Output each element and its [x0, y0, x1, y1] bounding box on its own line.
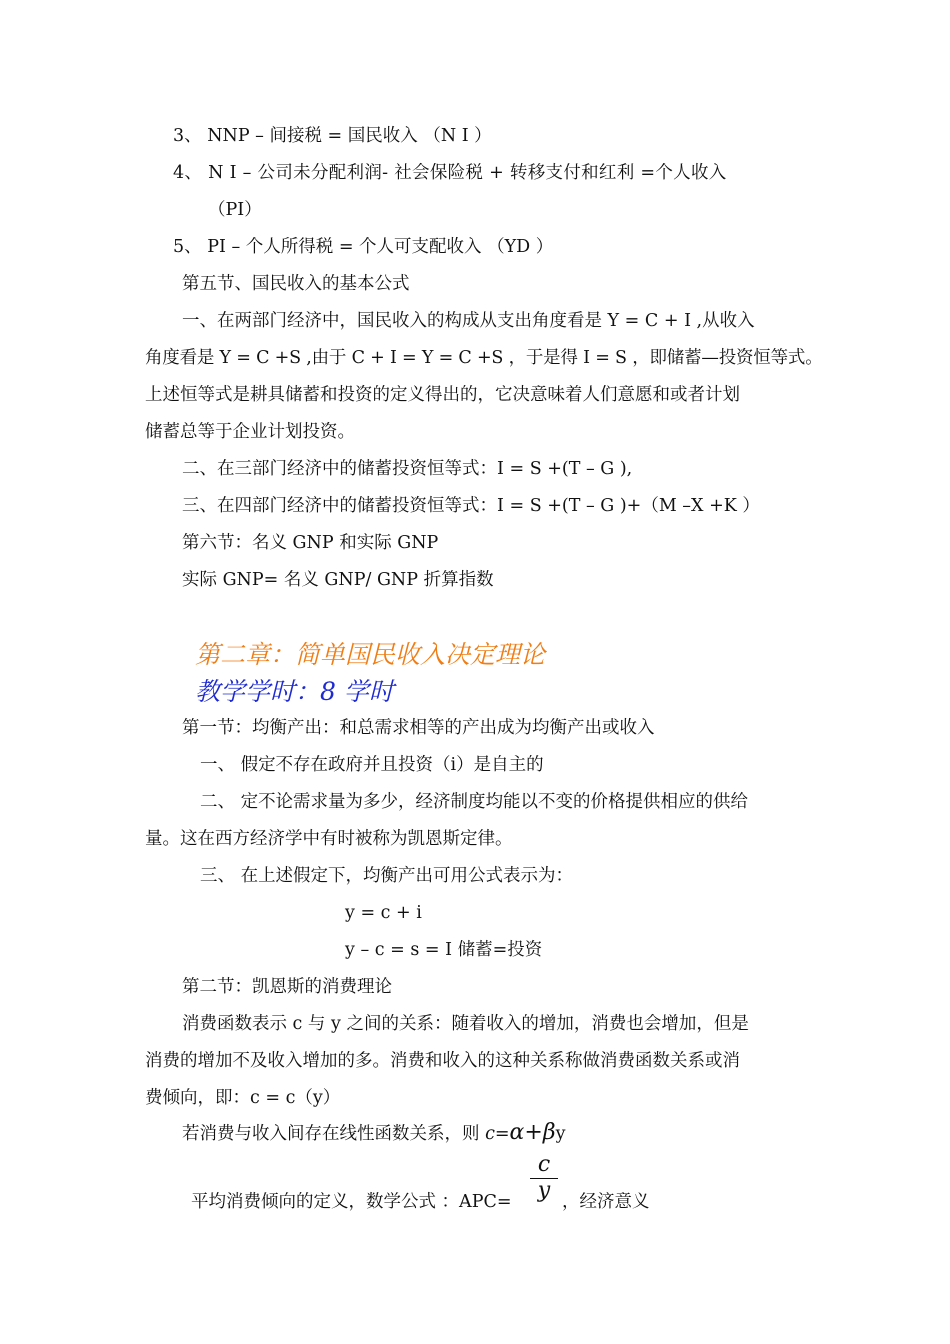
paragraph-line: 费倾向，即：c = c（y）	[145, 1088, 341, 1108]
paragraph-line: 消费函数表示 c 与 y 之间的关系：随着收入的增加，消费也会增加，但是	[182, 1014, 749, 1034]
var-y: y	[555, 1124, 566, 1144]
formula-line: y – c = s = I 储蓄=投资	[345, 940, 543, 960]
paragraph-line: 储蓄总等于企业计划投资。	[145, 422, 355, 442]
paragraph-line: 实际 GNP= 名义 GNP/ GNP 折算指数	[182, 570, 494, 590]
paragraph-line: 三、在四部门经济中的储蓄投资恒等式：I = S +(T – G )+（M –X +K ）	[182, 496, 760, 516]
paragraph-line: 二、 定不论需求量为多少，经济制度均能以不变的价格提供相应的供给	[200, 792, 749, 812]
text-line-pi: 5、 PI – 个人所得税 = 个人可支配收入 （YD ）	[173, 237, 554, 257]
paragraph-line: 消费的增加不及收入增加的多。消费和收入的这种关系称做消费函数关系或消	[145, 1051, 740, 1071]
apc-denominator: y	[537, 1178, 551, 1203]
linear-function-line	[182, 1121, 565, 1146]
chapter-hours: 教学学时：8 学时	[195, 677, 394, 706]
paragraph-line: 量。这在西方经济学中有时被称为凯恩斯定律。	[145, 829, 513, 849]
section-heading-5: 第五节、国民收入的基本公式	[182, 274, 410, 294]
paragraph-line: 上述恒等式是耕具储蓄和投资的定义得出的，它决意味着人们意愿和或者计划	[145, 385, 740, 405]
beta-symbol: β	[542, 1120, 556, 1145]
apc-suffix: ，经济意义	[562, 1192, 650, 1212]
var-c: c	[485, 1124, 495, 1144]
apc-fraction	[530, 1152, 558, 1203]
paragraph-line: 三、 在上述假定下，均衡产出可用公式表示为：	[200, 866, 574, 886]
plus-sign: +	[524, 1120, 543, 1145]
text-line-pi-paren: （PI）	[208, 200, 262, 220]
chapter-title: 第二章：简单国民收入决定理论	[195, 640, 546, 669]
alpha-symbol: α	[509, 1120, 525, 1145]
section-heading-2: 第二节：凯恩斯的消费理论	[182, 977, 392, 997]
apc-numerator: c	[530, 1152, 558, 1179]
section-heading-1: 第一节：均衡产出：和总需求相等的产出成为均衡产出或收入	[182, 718, 655, 738]
paragraph-line: 角度看是 Y = C +S ,由于 C + I = Y = C +S ，于是得 I = S ，即储蓄—投资恒等式。	[145, 348, 823, 368]
apc-prefix: 平均消费倾向的定义，数学公式 ：APC=	[191, 1192, 512, 1212]
linear-prefix: 若消费与收入间存在线性函数关系，则	[182, 1124, 486, 1144]
section-heading-6: 第六节：名义 GNP 和实际 GNP	[182, 533, 439, 553]
text-line-nnp: 3、 NNP – 间接税 = 国民收入 （N I ）	[173, 126, 492, 146]
equals-sign: =	[494, 1124, 510, 1144]
paragraph-line: 一、 假定不存在政府并且投资（i）是自主的	[200, 755, 544, 775]
paragraph-line: 二、在三部门经济中的储蓄投资恒等式：I = S +(T – G ),	[182, 459, 633, 479]
paragraph-line: 一、在两部门经济中，国民收入的构成从支出角度看是 Y = C + I ,从收入	[182, 311, 755, 331]
text-line-ni: 4、 N I – 公司未分配利润- 社会保险税 + 转移支付和红利 =个人收入	[173, 163, 727, 183]
formula-line: y = c + i	[345, 903, 422, 923]
